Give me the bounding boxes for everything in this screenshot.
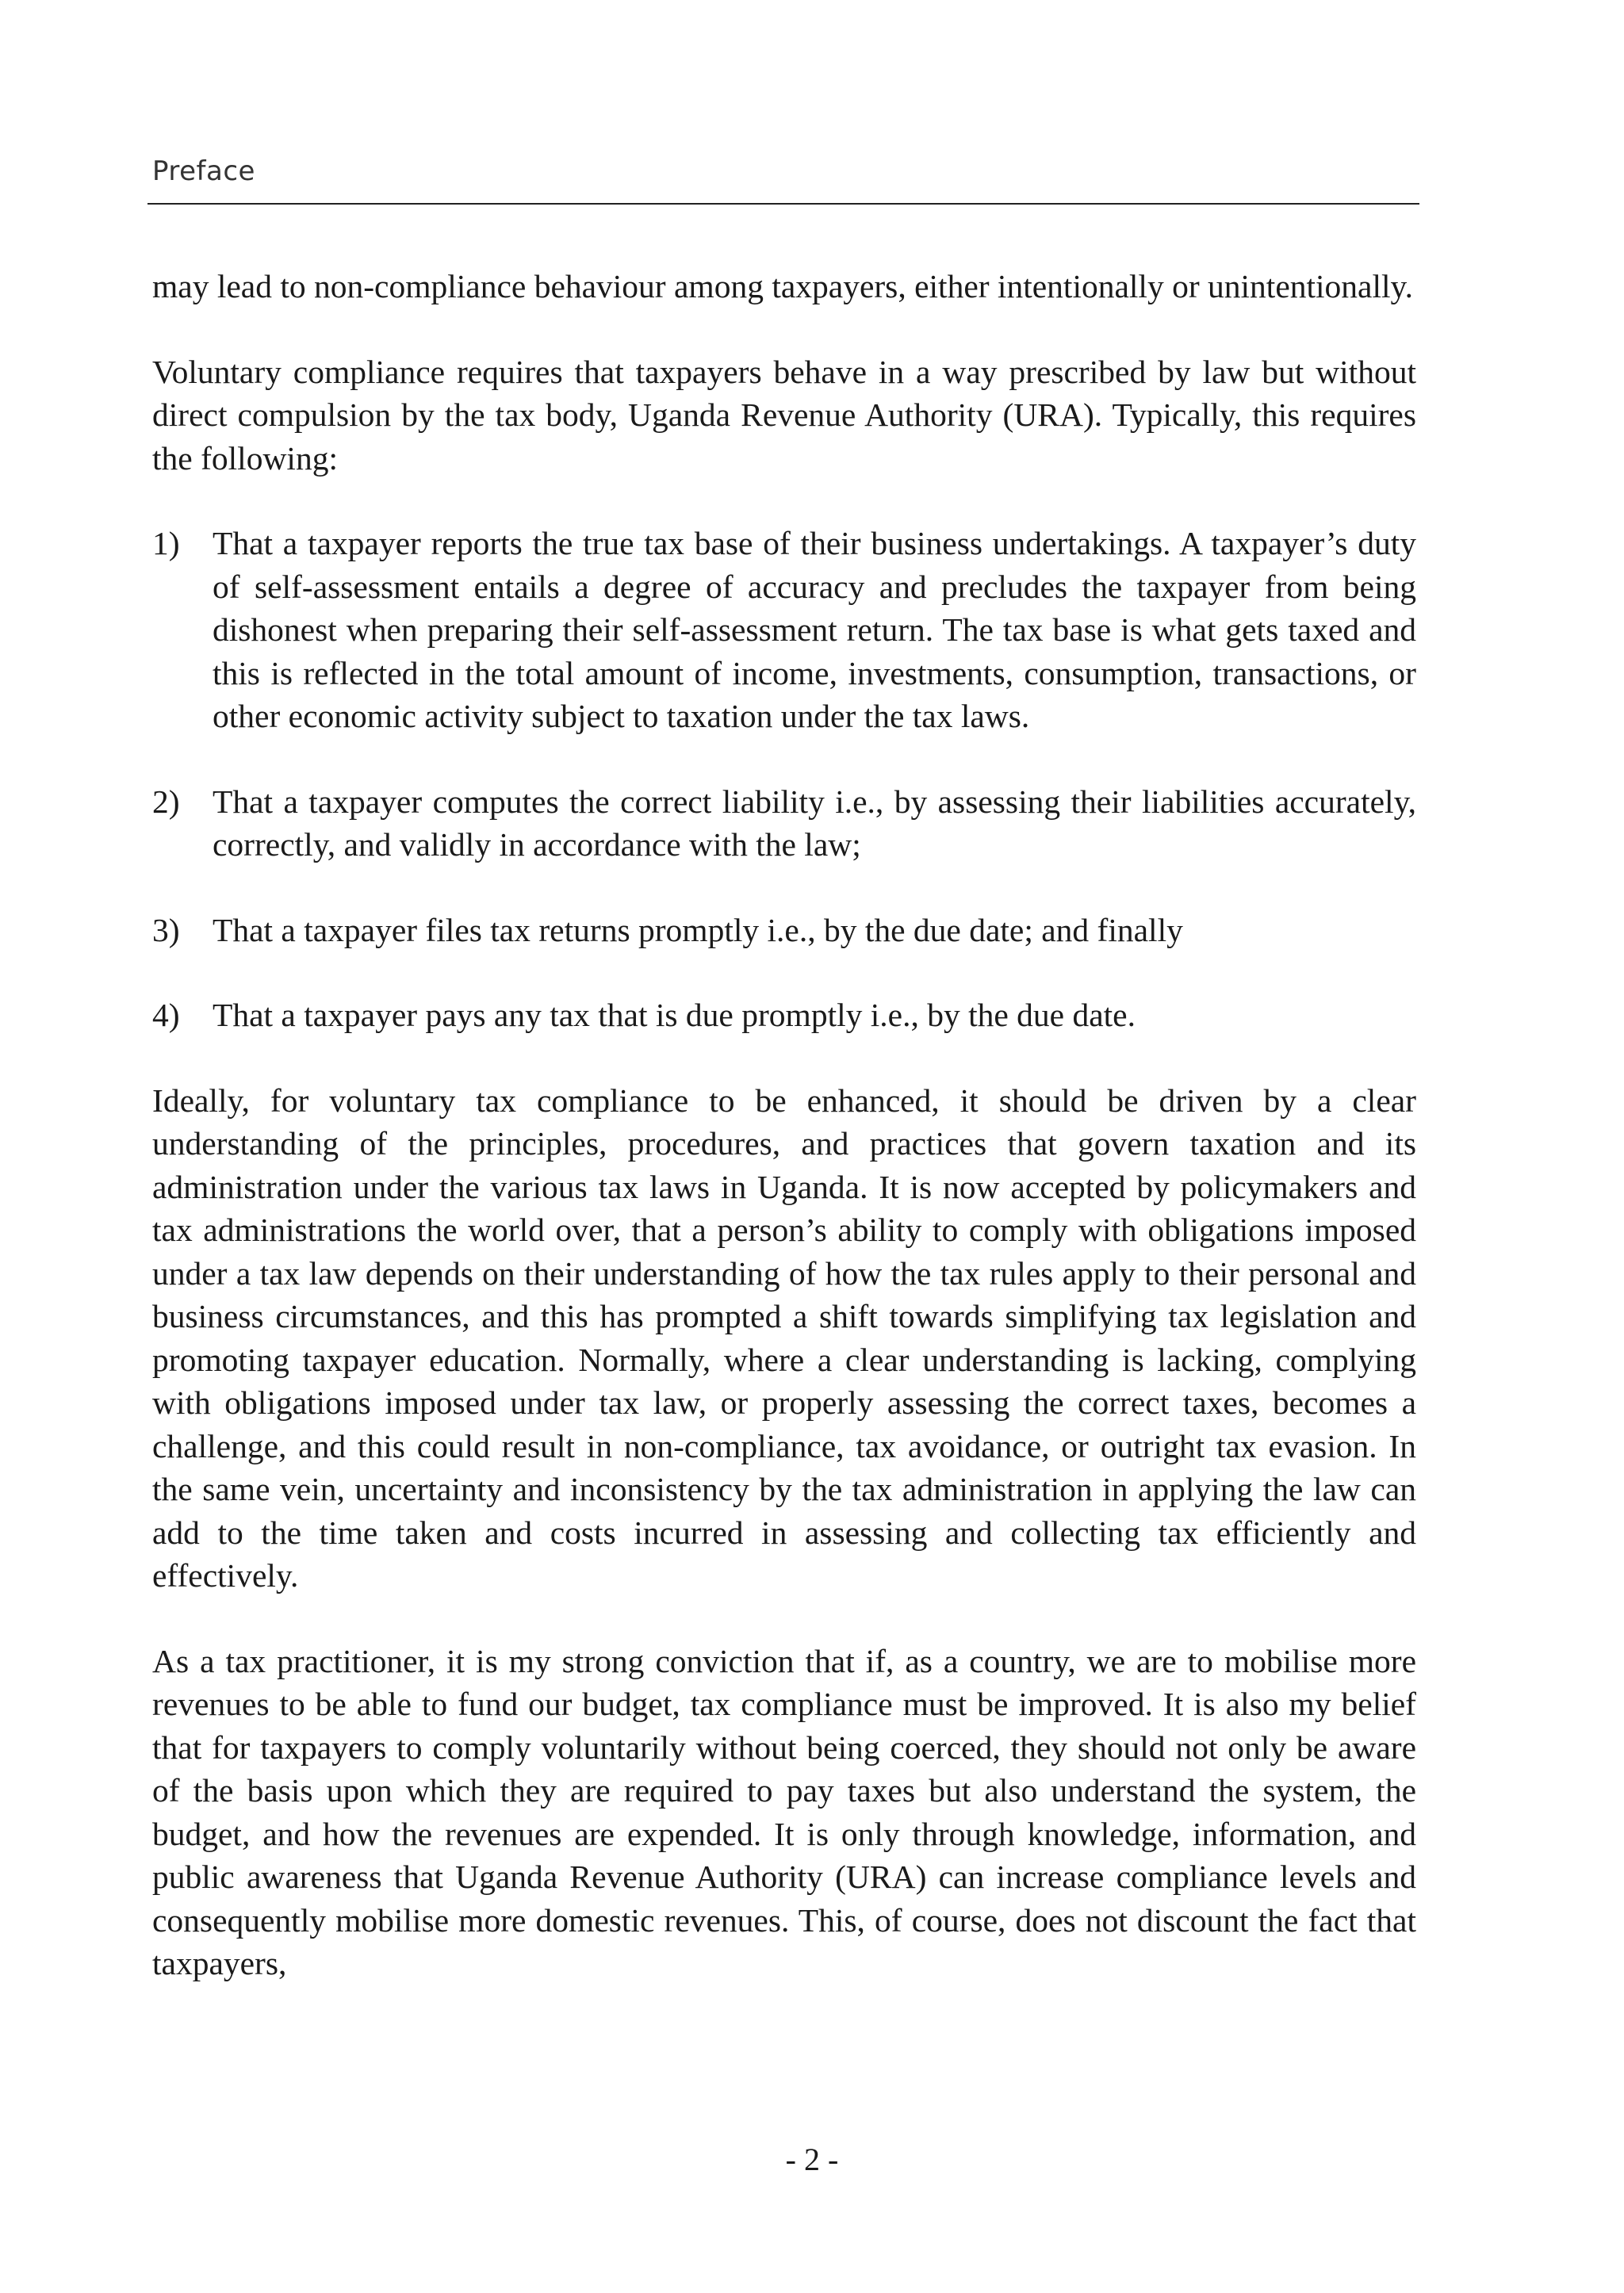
list-item-number: 1) xyxy=(152,525,180,561)
paragraph-understanding: Ideally, for voluntary tax compliance to be enhanced, it should be driven by a clear understanding of the principles, procedures, and practices that govern taxation and its administration under the various tax laws in Uganda. It is now accepted by policymakers and tax administrations the world over, that a person’s ability to comply with obligations imposed under a tax law depends on their understanding of how the tax rules apply to their personal and business circumstances, and this has prompted a shift towards simplifying tax legislation and promoting taxpayer education. Normally, where a clear understanding is lacking, complying with obligations imposed under tax law, or properly assessing the correct taxes, becomes a challenge, and this could result in non-compliance, tax avoidance, or outright tax evasion. In the same vein, uncertainty and inconsistency by the tax administration in applying the law can add to the time taken and costs incurred in assessing and collecting tax efficiently and effectively. xyxy=(152,1081,1416,1594)
list-item-number: 3) xyxy=(152,911,180,948)
paragraph-practitioner: As a tax practitioner, it is my strong conviction that if, as a country, we are to mobilise more revenues to be able to fund our budget, tax compliance must be improved. It is also my belief that for taxpayers to comply voluntarily without being coerced, they should not only be aware of the basis upon which they are required to pay taxes but also understand the system, the budget, and how the revenues are expended. It is only through knowledge, information, and public awareness that Uganda Revenue Authority (URA) can increase compliance levels and consequently mobilise more domestic revenues. This, of course, does not discount the fact that taxpayers, xyxy=(152,1642,1416,1981)
page-number: - 2 - xyxy=(785,2142,839,2177)
list-item xyxy=(152,993,1416,1037)
paragraph-continuation: may lead to non-compliance behaviour among taxpayers, either intentionally or unintentionally. xyxy=(152,268,1413,304)
running-header: Preface xyxy=(152,155,255,187)
list-item-text: That a taxpayer files tax returns promptly i.e., by the due date; and finally xyxy=(213,911,1183,948)
paragraph-voluntary-compliance: Voluntary compliance requires that taxpayers behave in a way prescribed by law but without direct compulsion by the tax body, Uganda Revenue Authority (URA). Typically, this requires the following: xyxy=(152,353,1416,477)
list-item-number: 4) xyxy=(152,997,180,1033)
list-item xyxy=(152,909,1416,952)
list-item xyxy=(152,780,1416,867)
body-text xyxy=(152,265,1416,1985)
header-rule xyxy=(147,203,1419,205)
list-item-number: 2) xyxy=(152,783,180,820)
list-item-text: That a taxpayer pays any tax that is due promptly i.e., by the due date. xyxy=(213,997,1136,1033)
requirements-list xyxy=(152,522,1416,1037)
list-item-text: That a taxpayer computes the correct liability i.e., by assessing their liabilities accurately, correctly, and validly in accordance with the law; xyxy=(213,783,1416,863)
list-item xyxy=(152,522,1416,738)
list-item-text: That a taxpayer reports the true tax base of their business undertakings. A taxpayer’s duty of self-assessment entails a degree of accuracy and precludes the taxpayer from being dishonest when preparing their self-assessment return. The tax base is what gets taxed and this is reflected in the total amount of income, investments, consumption, transactions, or other economic activity subject to taxation under the tax laws. xyxy=(213,525,1416,734)
